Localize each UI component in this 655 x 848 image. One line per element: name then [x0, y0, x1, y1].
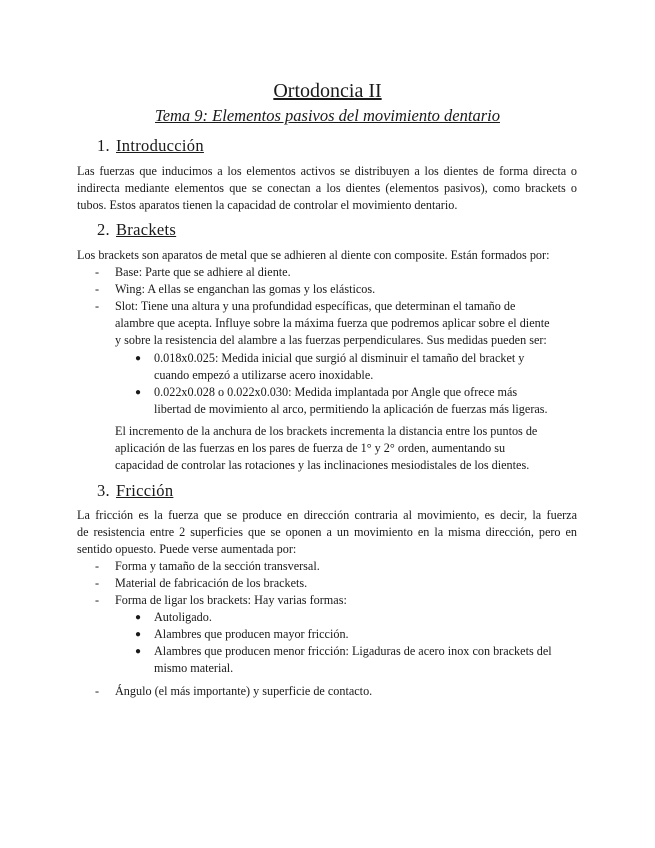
section-heading-brackets — [97, 220, 176, 240]
bullet-marker: ● — [135, 353, 142, 364]
section-title: Fricción — [116, 481, 174, 500]
list-item-text: alambre que acepta. Influye sobre la máxima fuerza que podremos aplicar sobre el diente — [115, 316, 550, 330]
paragraph-line: indirecta mediante elementos que se conectan a los dientes (elementos pasivos), como brackets o — [77, 181, 577, 195]
dash-marker: - — [95, 593, 100, 607]
list-item-text: Forma de ligar los brackets: Hay varias formas: — [115, 593, 347, 607]
bullet-marker: ● — [135, 612, 142, 623]
section-number: 3. — [97, 481, 110, 500]
paragraph-line: aplicación de las fuerzas en los pares de fuerza de 1° y 2° orden, aumentando su — [115, 441, 506, 455]
paragraph-line: de resistencia entre 2 superficies que se oponen a un movimiento en la misma dirección, pero en — [77, 525, 577, 539]
bullet-text: mismo material. — [154, 661, 234, 675]
bullet-marker: ● — [135, 629, 142, 640]
paragraph-line: Los brackets son aparatos de metal que se adhieren al diente con composite. Están formados por: — [77, 248, 550, 262]
section-heading-friccion — [97, 481, 173, 501]
list-item-text: Slot: Tiene una altura y una profundidad específicas, que determinan el tamaño de — [115, 299, 516, 313]
section-number: 2. — [97, 220, 110, 239]
bullet-marker: ● — [135, 387, 142, 398]
paragraph-line: tubos. Estos aparatos tienen la capacidad de controlar el movimiento dentario. — [77, 198, 458, 212]
brackets-closing-paragraph — [115, 423, 577, 474]
bullet-text: 0.022x0.028 o 0.022x0.030: Medida implantada por Angle que ofrece más — [154, 385, 518, 399]
section-number: 1. — [97, 136, 110, 155]
bullet-text: libertad de movimiento al arco, permitiendo la aplicación de fuerzas más ligeras. — [154, 402, 548, 416]
section-heading-introduccion — [97, 136, 204, 156]
bullet-text: Alambres que producen menor fricción: Ligaduras de acero inox con brackets del — [154, 644, 552, 658]
dash-marker: - — [95, 684, 100, 698]
bullet-text: cuando empezó a utilizarse acero inoxidable. — [154, 368, 374, 382]
paragraph-line: sentido opuesto. Puede verse aumentada por: — [77, 542, 297, 556]
document-subtitle: Tema 9: Elementos pasivos del movimiento dentario — [155, 106, 500, 125]
paragraph-line: El incremento de la anchura de los brackets incrementa la distancia entre los puntos de — [115, 424, 538, 438]
intro-paragraph — [77, 163, 577, 214]
section-title: Brackets — [116, 220, 177, 239]
document-title: Ortodoncia II — [273, 80, 382, 102]
section-title: Introducción — [116, 136, 204, 155]
bullet-text: Alambres que producen mayor fricción. — [154, 627, 349, 641]
list-item-text: Base: Parte que se adhiere al diente. — [115, 265, 291, 279]
list-item-text: Ángulo (el más importante) y superficie de contacto. — [115, 684, 373, 698]
list-item-text: Material de fabricación de los brackets. — [115, 576, 308, 590]
bullet-text: Autoligado. — [154, 610, 212, 624]
friccion-paragraph — [77, 507, 577, 558]
paragraph-line: capacidad de controlar las rotaciones y las inclinaciones mesiodistales de los dientes. — [115, 458, 530, 472]
list-item-text: Wing: A ellas se enganchan las gomas y los elásticos. — [115, 282, 376, 296]
dash-marker: - — [95, 299, 100, 313]
dash-marker: - — [95, 576, 100, 590]
dash-marker: - — [95, 265, 100, 279]
bullet-text: 0.018x0.025: Medida inicial que surgió al disminuir el tamaño del bracket y — [154, 351, 525, 365]
brackets-intro — [77, 247, 577, 264]
list-item-text: Forma y tamaño de la sección transversal. — [115, 559, 320, 573]
dash-marker: - — [95, 559, 100, 573]
paragraph-line: Las fuerzas que inducimos a los elementos activos se distribuyen a los dientes de forma directa o — [77, 164, 577, 178]
list-item-text: y sobre la resistencia del alambre a las fuerzas perpendiculares. Sus medidas pueden ser: — [115, 333, 547, 347]
dash-marker: - — [95, 282, 100, 296]
bullet-marker: ● — [135, 646, 142, 657]
paragraph-line: La fricción es la fuerza que se produce en dirección contraria al movimiento, es decir, la fuerza — [77, 508, 577, 522]
